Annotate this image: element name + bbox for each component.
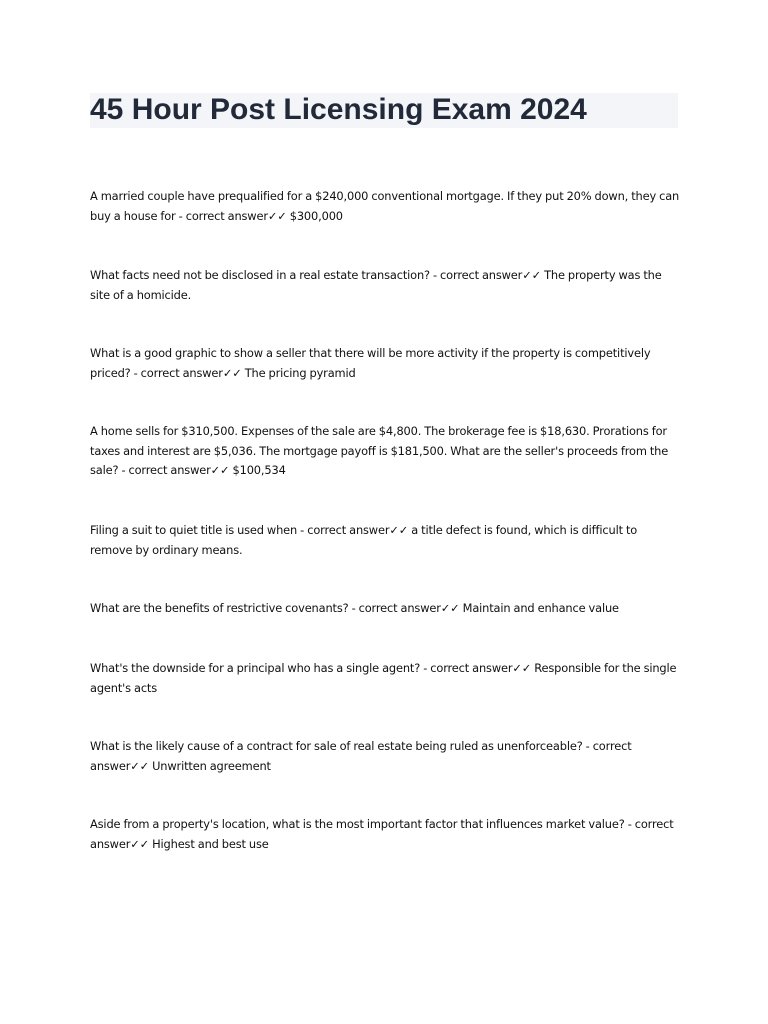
qa-item-8: [90, 737, 680, 776]
page-title: 45 Hour Post Licensing Exam 2024: [90, 93, 587, 126]
answer-prefix: - correct answer: [420, 661, 513, 675]
check-mark-icon: ✓✓: [130, 758, 150, 773]
answer-text: $100,534: [232, 463, 286, 477]
question-text: What facts need not be disclosed in a real estate transaction?: [90, 268, 430, 282]
answer-text: The property was the site of a homicide.: [90, 268, 662, 302]
answer-text: Responsible for the single agent's acts: [90, 661, 677, 695]
check-mark-icon: ✓✓: [389, 523, 409, 537]
check-mark-icon: ✓✓: [522, 268, 541, 282]
question-text: A married couple have prequalified for a $240,000 conventional mortgage. If they put 20% down, they can buy a house for: [90, 189, 680, 223]
answer-prefix: - correct answer: [90, 817, 674, 851]
qa-item-2: [90, 266, 680, 305]
check-mark-icon: ✓✓: [210, 463, 230, 477]
question-text: Aside from a property's location, what is the most important factor that influences market value?: [90, 817, 625, 831]
check-mark-icon: ✓✓: [267, 208, 287, 223]
answer-text: $300,000: [289, 208, 343, 223]
qa-item-9: [90, 815, 680, 854]
question-text: What's the downside for a principal who has a single agent?: [90, 661, 421, 675]
qa-item-7: [90, 659, 680, 698]
answer-prefix: - correct answer: [429, 268, 523, 282]
question-text: A home sells for $310,500. Expenses of the sale are $4,800. The brokerage fee is $18,630. Prorations for taxes and interest are $5,036. The mortgage payoff is $181,500. What are the seller's proceeds from the sale?: [90, 424, 669, 477]
check-mark-icon: ✓✓: [440, 601, 460, 615]
check-mark-icon: ✓✓: [222, 365, 242, 380]
answer-text: Unwritten agreement: [152, 758, 271, 773]
qa-item-3: [90, 344, 680, 383]
qa-item-4: [90, 422, 680, 481]
qa-item-1: [90, 187, 680, 226]
answer-text: The pricing pyramid: [244, 365, 356, 380]
answer-text: a title defect is found, which is difficult to remove by ordinary means.: [90, 523, 638, 557]
answer-prefix: - correct answer: [118, 463, 211, 477]
answer-prefix: - correct answer: [175, 208, 268, 223]
qa-item-6: [90, 599, 680, 619]
check-mark-icon: ✓✓: [512, 661, 532, 675]
qa-item-5: [90, 521, 680, 560]
question-text: Filing a suit to quiet title is used when: [90, 523, 298, 537]
answer-prefix: - correct answer: [348, 601, 441, 615]
answer-prefix: - correct answer: [297, 523, 390, 537]
question-text: What is a good graphic to show a seller that there will be more activity if the property is competitively priced?: [90, 346, 651, 380]
check-mark-icon: ✓✓: [130, 836, 150, 851]
answer-prefix: - correct answer: [90, 739, 632, 773]
question-text: What is the likely cause of a contract for sale of real estate being ruled as unenforceable?: [90, 739, 583, 753]
question-text: What are the benefits of restrictive covenants?: [90, 601, 349, 615]
answer-text: Maintain and enhance value: [462, 601, 619, 615]
answer-prefix: - correct answer: [130, 365, 223, 380]
answer-text: Highest and best use: [152, 836, 269, 851]
